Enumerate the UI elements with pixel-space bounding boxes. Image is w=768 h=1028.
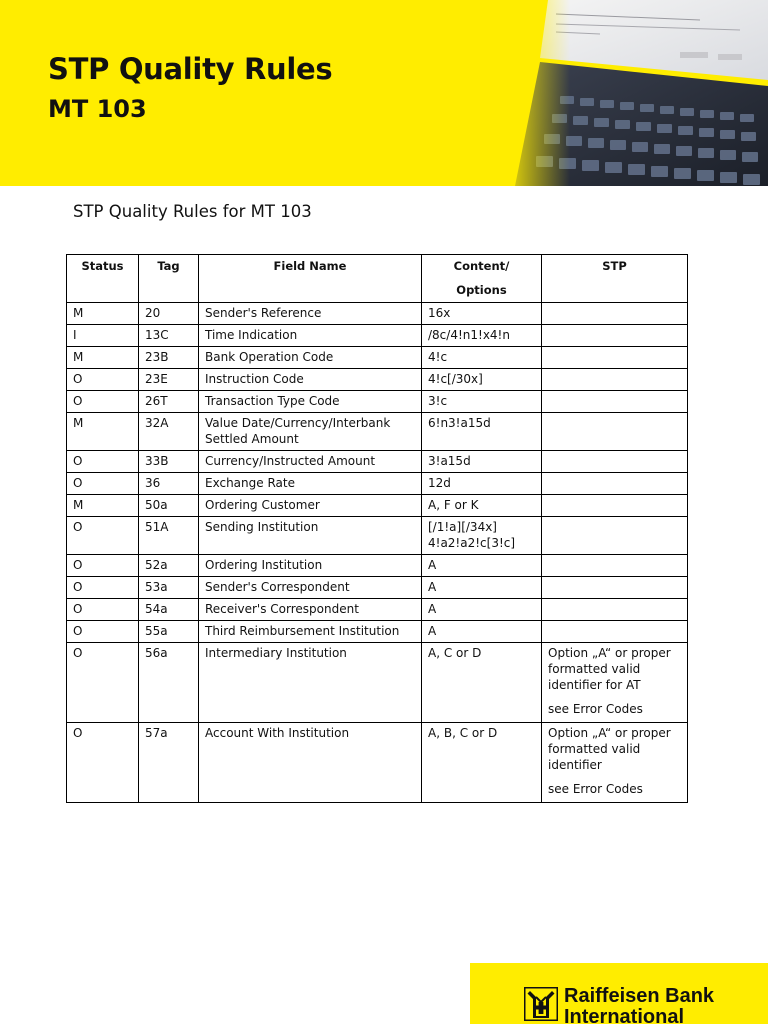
brand-logo (470, 963, 768, 1028)
page-title: STP Quality Rules (48, 52, 333, 86)
cell-field-name: Currency/Instructed Amount (199, 451, 422, 473)
table-row (67, 495, 688, 517)
section-heading: STP Quality Rules for MT 103 (73, 202, 312, 221)
stp-note: see Error Codes (548, 782, 643, 796)
cell-stp (542, 577, 688, 599)
cell-field-name: Intermediary Institution (199, 643, 422, 723)
cell-stp (542, 723, 688, 803)
table-row (67, 577, 688, 599)
cell-field-name: Instruction Code (199, 369, 422, 391)
cell-content: A, B, C or D (422, 723, 542, 803)
cell-tag: 51A (139, 517, 199, 555)
cell-stp (542, 643, 688, 723)
table-row (67, 555, 688, 577)
cell-tag: 52a (139, 555, 199, 577)
table-row (67, 723, 688, 803)
cell-tag: 36 (139, 473, 199, 495)
cell-field-name: Third Reimbursement Institution (199, 621, 422, 643)
cell-tag: 23B (139, 347, 199, 369)
cell-content: 6!n3!a15d (422, 413, 542, 451)
cell-stp (542, 413, 688, 451)
table-row (67, 347, 688, 369)
brand-name-line2: International (564, 1006, 685, 1028)
cell-status: O (67, 555, 139, 577)
table-row (67, 303, 688, 325)
cell-field-name: Receiver's Correspondent (199, 599, 422, 621)
cell-status: O (67, 643, 139, 723)
cell-tag: 55a (139, 621, 199, 643)
table-row (67, 643, 688, 723)
cell-status: M (67, 347, 139, 369)
cell-tag: 20 (139, 303, 199, 325)
table-row (67, 621, 688, 643)
stp-requirement: Option „A“ or proper formatted valid identifier (548, 726, 671, 772)
cell-tag: 57a (139, 723, 199, 803)
column-header-tag: Tag (139, 255, 199, 303)
table-row (67, 451, 688, 473)
table-row (67, 517, 688, 555)
cell-tag: 32A (139, 413, 199, 451)
cell-status: O (67, 621, 139, 643)
table-row (67, 599, 688, 621)
page-subtitle: MT 103 (48, 95, 147, 123)
header-banner (0, 0, 768, 186)
cell-field-name: Ordering Customer (199, 495, 422, 517)
cell-status: O (67, 369, 139, 391)
cell-content: [/1!a][/34x] 4!a2!a2!c[3!c] (422, 517, 542, 555)
cell-status: O (67, 473, 139, 495)
cell-status: M (67, 303, 139, 325)
cell-stp (542, 517, 688, 555)
table-row (67, 325, 688, 347)
column-header-status: Status (67, 255, 139, 303)
cell-content: A, C or D (422, 643, 542, 723)
cell-content: A (422, 621, 542, 643)
cell-content: 4!c (422, 347, 542, 369)
cell-status: O (67, 517, 139, 555)
raiffeisen-gable-cross-icon (524, 987, 558, 1021)
cell-status: I (67, 325, 139, 347)
cell-tag: 50a (139, 495, 199, 517)
table-row (67, 413, 688, 451)
cell-field-name: Exchange Rate (199, 473, 422, 495)
cell-content: A, F or K (422, 495, 542, 517)
cell-content: A (422, 599, 542, 621)
cell-content: /8c/4!n1!x4!n (422, 325, 542, 347)
cell-content: 3!c (422, 391, 542, 413)
table-row (67, 473, 688, 495)
cell-content: 3!a15d (422, 451, 542, 473)
stp-rules-table (66, 254, 688, 803)
cell-status: O (67, 599, 139, 621)
table-row (67, 391, 688, 413)
cell-status: O (67, 723, 139, 803)
cell-stp (542, 347, 688, 369)
cell-stp (542, 451, 688, 473)
table-row (67, 369, 688, 391)
cell-tag: 53a (139, 577, 199, 599)
cell-stp (542, 303, 688, 325)
cell-content: A (422, 555, 542, 577)
cell-field-name: Time Indication (199, 325, 422, 347)
cell-field-name: Sending Institution (199, 517, 422, 555)
cell-stp (542, 621, 688, 643)
cell-stp (542, 555, 688, 577)
cell-field-name: Value Date/Currency/Interbank Settled Amount (199, 413, 422, 451)
cell-status: O (67, 451, 139, 473)
cell-stp (542, 369, 688, 391)
cell-stp (542, 599, 688, 621)
cell-field-name: Bank Operation Code (199, 347, 422, 369)
column-header-content-options: Content/ Options (422, 255, 542, 303)
cell-tag: 33B (139, 451, 199, 473)
cell-field-name: Sender's Correspondent (199, 577, 422, 599)
cell-stp (542, 473, 688, 495)
cell-field-name: Ordering Institution (199, 555, 422, 577)
cell-status: O (67, 391, 139, 413)
stp-requirement: Option „A“ or proper formatted valid identifier for AT (548, 646, 671, 692)
cell-content: A (422, 577, 542, 599)
cell-tag: 56a (139, 643, 199, 723)
cell-stp (542, 325, 688, 347)
cell-tag: 13C (139, 325, 199, 347)
table-header-row (67, 255, 688, 303)
cell-field-name: Transaction Type Code (199, 391, 422, 413)
cell-content: 16x (422, 303, 542, 325)
cell-stp (542, 391, 688, 413)
cell-status: O (67, 577, 139, 599)
cell-content: 12d (422, 473, 542, 495)
brand-name-line1: Raiffeisen Bank (564, 985, 715, 1007)
column-header-stp: STP (542, 255, 688, 303)
cell-tag: 26T (139, 391, 199, 413)
brand-name (564, 986, 714, 1028)
cell-field-name: Sender's Reference (199, 303, 422, 325)
column-header-field-name: Field Name (199, 255, 422, 303)
cell-field-name: Account With Institution (199, 723, 422, 803)
laptop-keyboard-photo (0, 0, 768, 186)
cell-tag: 23E (139, 369, 199, 391)
cell-content: 4!c[/30x] (422, 369, 542, 391)
stp-note: see Error Codes (548, 702, 643, 716)
cell-status: M (67, 413, 139, 451)
cell-status: M (67, 495, 139, 517)
cell-tag: 54a (139, 599, 199, 621)
cell-stp (542, 495, 688, 517)
